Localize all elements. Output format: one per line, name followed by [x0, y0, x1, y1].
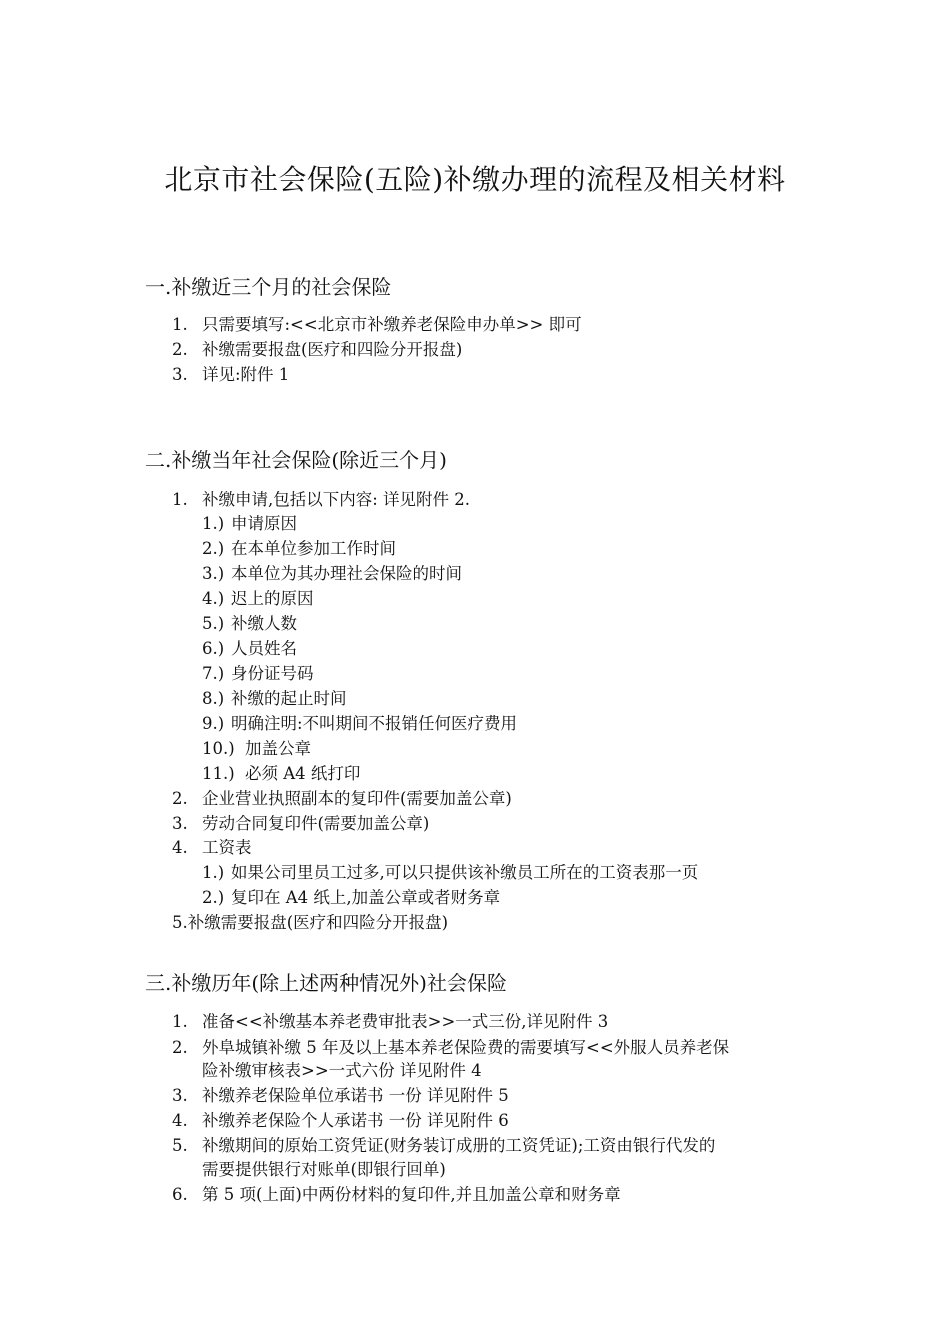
- sub-item-number: 8.): [202, 689, 225, 708]
- sub-item-text: 复印在 A4 纸上,加盖公章或者财务章: [231, 888, 501, 907]
- sub-item-number: 1.): [202, 514, 225, 533]
- list-item-number: 4.: [172, 1111, 188, 1130]
- list-item-number: 6.: [172, 1185, 188, 1204]
- sub-item-text: 补缴人数: [231, 614, 297, 633]
- document-title: 北京市社会保险(五险)补缴办理的流程及相关材料: [164, 163, 786, 196]
- section-2-heading: 二.补缴当年社会保险(除近三个月): [145, 448, 447, 472]
- section-1-heading: 一.补缴近三个月的社会保险: [145, 275, 392, 299]
- list-item-text: 企业营业执照副本的复印件(需要加盖公章): [202, 789, 512, 808]
- list-item-text: 外阜城镇补缴 5 年及以上基本养老保险费的需要填写<<外服人员养老保: [202, 1038, 730, 1057]
- sub-item-number: 2.): [202, 888, 225, 907]
- sub-item-number: 9.): [202, 714, 225, 733]
- list-item-text: 第 5 项(上面)中两份材料的复印件,并且加盖公章和财务章: [202, 1185, 621, 1204]
- list-item-number: 1.: [172, 1012, 188, 1031]
- sub-item-text: 明确注明:不叫期间不报销任何医疗费用: [231, 714, 518, 733]
- list-item-text-continued: 险补缴审核表>>一式六份 详见附件 4: [202, 1061, 482, 1080]
- list-item-number: 5.: [172, 1136, 188, 1155]
- sub-item-text: 人员姓名: [231, 639, 297, 658]
- sub-item-text: 加盖公章: [245, 739, 311, 758]
- list-item-text: 准备<<补缴基本养老费审批表>>一式三份,详见附件 3: [202, 1012, 609, 1031]
- list-item-number: 2.: [172, 1038, 188, 1057]
- list-item-number: 3.: [172, 814, 188, 833]
- list-item-text: 详见:附件 1: [202, 365, 290, 384]
- list-item-text: 劳动合同复印件(需要加盖公章): [202, 814, 430, 833]
- list-item-text: 工资表: [202, 838, 252, 857]
- list-item-text: 补缴需要报盘(医疗和四险分开报盘): [202, 340, 463, 359]
- list-item-number: 3.: [172, 365, 188, 384]
- list-item-number: 2.: [172, 340, 188, 359]
- sub-item-text: 身份证号码: [231, 664, 314, 683]
- section-2-trailer: 5.补缴需要报盘(医疗和四险分开报盘): [172, 913, 449, 932]
- list-item-number: 3.: [172, 1086, 188, 1105]
- list-item-text: 补缴养老保险个人承诺书 一份 详见附件 6: [202, 1111, 509, 1130]
- list-item-text: 补缴养老保险单位承诺书 一份 详见附件 5: [202, 1086, 509, 1105]
- sub-item-text: 迟上的原因: [231, 589, 314, 608]
- list-item-text: 补缴申请,包括以下内容: 详见附件 2.: [202, 490, 471, 509]
- sub-item-number: 1.): [202, 863, 225, 882]
- list-item-number: 4.: [172, 838, 188, 857]
- sub-item-text: 本单位为其办理社会保险的时间: [231, 564, 462, 583]
- sub-item-number: 7.): [202, 664, 225, 683]
- sub-item-number: 11.): [202, 764, 235, 783]
- section-3-heading: 三.补缴历年(除上述两种情况外)社会保险: [145, 971, 507, 995]
- sub-item-number: 3.): [202, 564, 225, 583]
- list-item-text-continued: 需要提供银行对账单(即银行回单): [202, 1160, 446, 1179]
- sub-item-number: 5.): [202, 614, 225, 633]
- list-item-number: 1.: [172, 490, 188, 509]
- sub-item-text: 如果公司里员工过多,可以只提供该补缴员工所在的工资表那一页: [231, 863, 699, 882]
- sub-item-text: 必须 A4 纸打印: [245, 764, 361, 783]
- sub-item-number: 4.): [202, 589, 225, 608]
- sub-item-number: 6.): [202, 639, 225, 658]
- sub-item-number: 10.): [202, 739, 235, 758]
- list-item-text: 补缴期间的原始工资凭证(财务装订成册的工资凭证);工资由银行代发的: [202, 1136, 716, 1155]
- list-item-text: 只需要填写:<<北京市补缴养老保险申办单>> 即可: [202, 315, 582, 334]
- list-item-number: 1.: [172, 315, 188, 334]
- list-item-number: 2.: [172, 789, 188, 808]
- sub-item-text: 补缴的起止时间: [231, 689, 347, 708]
- sub-item-text: 申请原因: [231, 514, 297, 533]
- sub-item-text: 在本单位参加工作时间: [231, 539, 396, 558]
- sub-item-number: 2.): [202, 539, 225, 558]
